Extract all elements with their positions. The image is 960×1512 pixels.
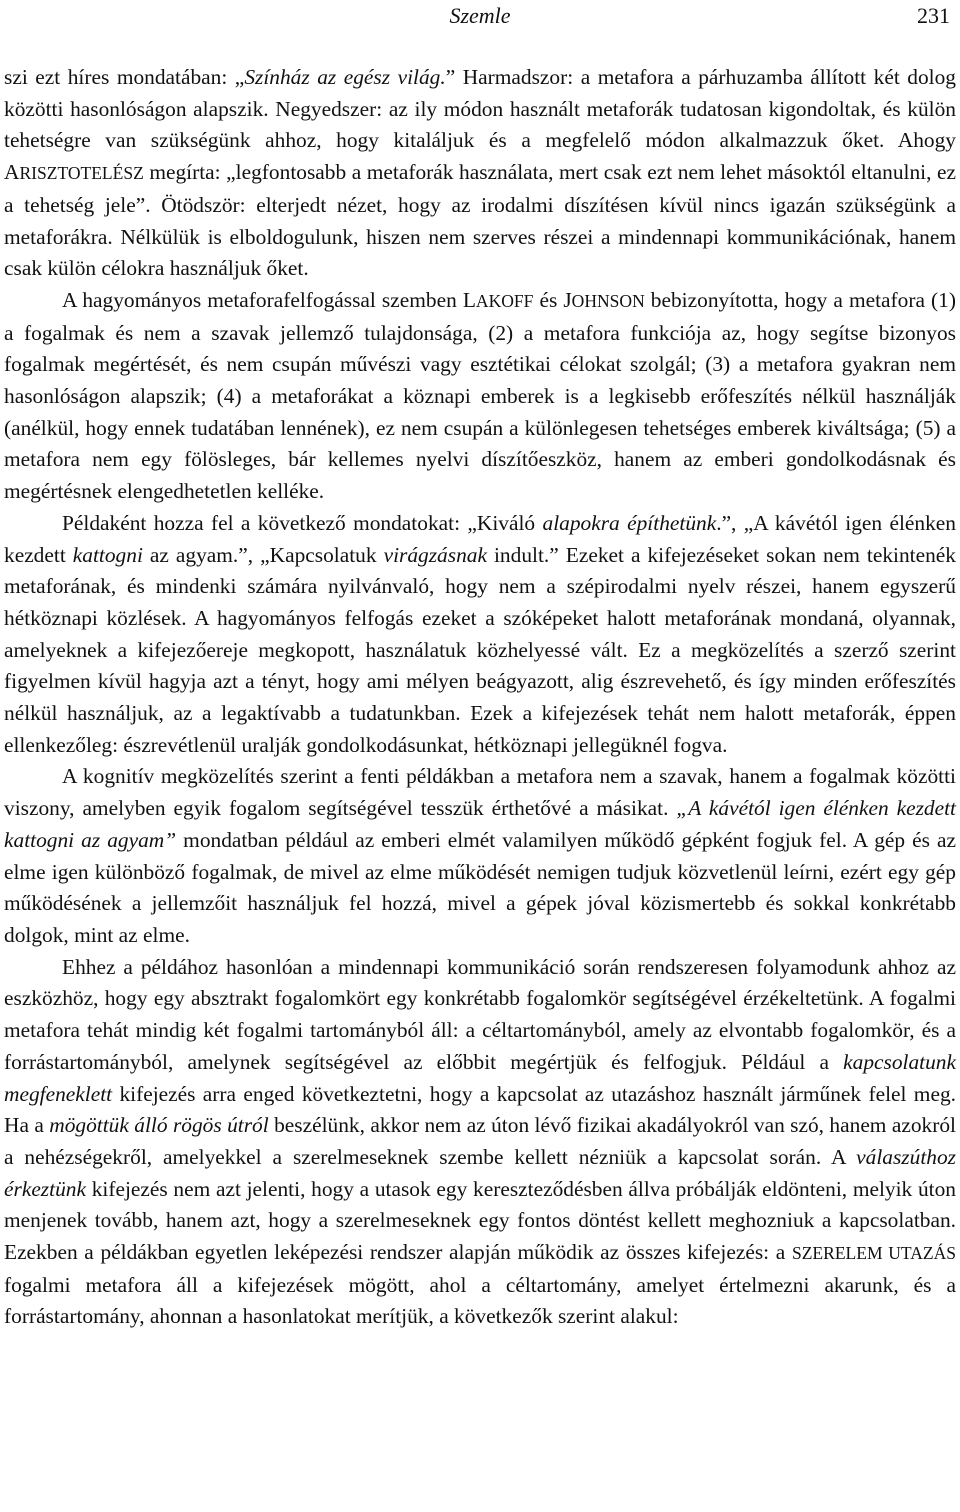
text-segment: indult.” Ezeket a kifejezéseket sokan nem tekintenék metaforának, és mindenki számára nyilvánvaló, hogy nem a szépirodalmi nyelv részei, hanem egyszerű hétköznapi közlések. A hagyományos felfogás ezeket a szóképeket halott metaforának mondaná, olyannak, amelyeknek a kifejezőereje megkopott, használatuk közhelyessé vált. Ez a megközelítés a szerző szerint figyelmen kívül hagyja azt a tényt, hogy ami mélyen beágyazott, alig észrevehető, és így minden erőfeszítés nélkül használjuk, az a legaktívabb a tudatunkban. Ezek a kifejezések tehát nem halott metaforák, éppen ellenkezőleg: észrevétlenül uralják gondolkodásunkat, hétköznapi jellegüknél fogva. bbox=[4, 542, 956, 757]
text-segment: Példaként hozza fel a következő mondatokat: „Kiváló bbox=[62, 510, 543, 535]
italic-text: válaszúthoz érkeztünk bbox=[4, 1144, 956, 1201]
text-segment: A kognitív megközelítés szerint a fenti példákban a metafora nem a szavak, hanem a fogalmak közötti viszony, amelyben egyik fogalom segítségével tesszük érthetővé a másikat. bbox=[4, 764, 956, 821]
small-caps-name: SZERELEM UTAZÁS bbox=[791, 1243, 956, 1264]
paragraph bbox=[4, 508, 956, 762]
italic-text: alapokra építhetünk bbox=[542, 510, 717, 535]
italic-text: „A kávétól igen élénken kezdett kattogni az agyam” bbox=[4, 796, 956, 852]
journal-section-title: Szemle bbox=[449, 3, 511, 28]
paragraph bbox=[4, 952, 956, 1333]
text-segment: és J bbox=[533, 287, 572, 312]
small-caps-name: OHNSON bbox=[571, 290, 645, 311]
paragraph bbox=[4, 761, 956, 951]
italic-text: mögöttük álló rögös útról bbox=[49, 1113, 269, 1138]
text-segment: megírta: „legfontosabb a metaforák használata, mert csak ezt nem lehet másoktól eltanulni, ez a tehetség jele”. Ötödször: elterjedt nézet, hogy az irodalmi díszítésen kívül nincs igazán szükségünk a metaforákra. Nélkülük is elboldogulunk, hiszen nem szerves részei a mindennapi kommunikációnak, hanem csak külön célokra használjuk őket. bbox=[4, 160, 956, 281]
small-caps-name: RISZTOTELÉSZ bbox=[19, 163, 144, 184]
paragraph bbox=[4, 285, 956, 508]
text-segment: kifejezés arra enged következtetni, hogy a kapcsolat az utazáshoz használt járműnek felel meg. Ha a bbox=[4, 1081, 956, 1138]
text-segment: Ehhez a példához hasonlóan a mindennapi kommunikáció során rendszeresen folyamodunk ahhoz az eszközhöz, hogy egy absztrakt fogalomkört egy konkrétabb fogalomkör segítségével érzékeltetünk. A fogalmi metafora tehát mindig két fogalmi tartományból áll: a céltartományból, amely az elvontabb fogalomkör, és a forrástartományból, amelynek segítségével az előbbit megértjük és felfogjuk. Például a bbox=[4, 954, 956, 1074]
text-segment: .”, „A kávétól igen élénken kezdett bbox=[4, 510, 956, 567]
text-segment: az agyam.”, „Kapcsolatuk bbox=[142, 542, 384, 567]
text-segment: beszélünk, akkor nem az úton lévő fizikai akadályokról van szó, hanem azokról a nehézségekről, amelyekkel a szerelmeseknek szembe kellett nézniük a kapcsolat során. A bbox=[4, 1113, 956, 1169]
page-number: 231 bbox=[917, 3, 950, 28]
italic-text: virágzásnak bbox=[383, 542, 487, 567]
running-header bbox=[4, 2, 956, 36]
text-segment: fogalmi metafora áll a kifejezések mögött, ahol a céltartomány, amelyet értelmezni akarunk, és a forrástartomány, ahonnan a hasonlatokat merítjük, a következők szerint alakul: bbox=[4, 1272, 956, 1329]
small-caps-name: AKOFF bbox=[475, 290, 534, 311]
italic-text: Színház az egész világ. bbox=[244, 65, 446, 89]
text-segment: A hagyományos metaforafelfogással szemben L bbox=[62, 287, 476, 312]
paragraph bbox=[4, 62, 956, 285]
text-segment: kifejezés nem azt jelenti, hogy a utasok egy kereszteződésben állva próbálják eldönteni, melyik úton menjenek tovább, hanem azt, hogy a szerelmeseknek egy fontos döntést kellett meghozniuk a kapcsolatban. Ezekben a példákban egyetlen leképezési rendszer alapján működik az összes kifejezés: a bbox=[4, 1176, 956, 1265]
italic-text: kapcsolatunk megfeneklett bbox=[4, 1049, 956, 1106]
italic-text: kattogni bbox=[72, 542, 143, 567]
text-segment: mondatban például az emberi elmét valamilyen működő gépként fogjuk fel. A gép és az elme igen különböző fogalmak, de mivel az elme működését nemigen tudjuk közvetlenül leírni, ezért egy gép működésének a jellemzőit használjuk fel hozzá, mivel a gépek jóval közismertebb és sokkal konkrétabb dolgok, mint az elme. bbox=[4, 827, 956, 947]
article-body bbox=[4, 62, 956, 1333]
text-segment: bebizonyította, hogy a metafora (1) a fogalmak és nem a szavak jellemző tulajdonsága, (2) a metafora funkciója az, hogy segítse bizonyos fogalmak megértését, és nem csupán művészi vagy esztétikai célokat szolgál; (3) a metafora gyakran nem hasonlóságon alapszik; (4) a metaforákat a köznapi emberek is a legkisebb erőfeszítés nélkül használják (anélkül, hogy ennek tudatában lennének), ez nem csupán a különlegesen tehetséges emberek kiváltsága; (5) a metafora nem egy fölösleges, bár kellemes nyelvi díszítőeszköz, hanem az emberi gondolkodásnak és megértésnek elengedhetetlen kelléke. bbox=[4, 287, 956, 504]
text-segment: szi ezt híres mondatában: „ bbox=[4, 65, 245, 89]
text-segment: ” Harmadszor: a metafora a párhuzamba állított két dolog közötti hasonlóságon alapszik. Negyedszer: az ily módon használt metaforák tudatosan kigondoltak, és külön tehetségre van szükségünk ahhoz, hogy kitaláljuk és a megfelelő módon alkalmazzuk őket. Ahogy A bbox=[4, 65, 956, 185]
